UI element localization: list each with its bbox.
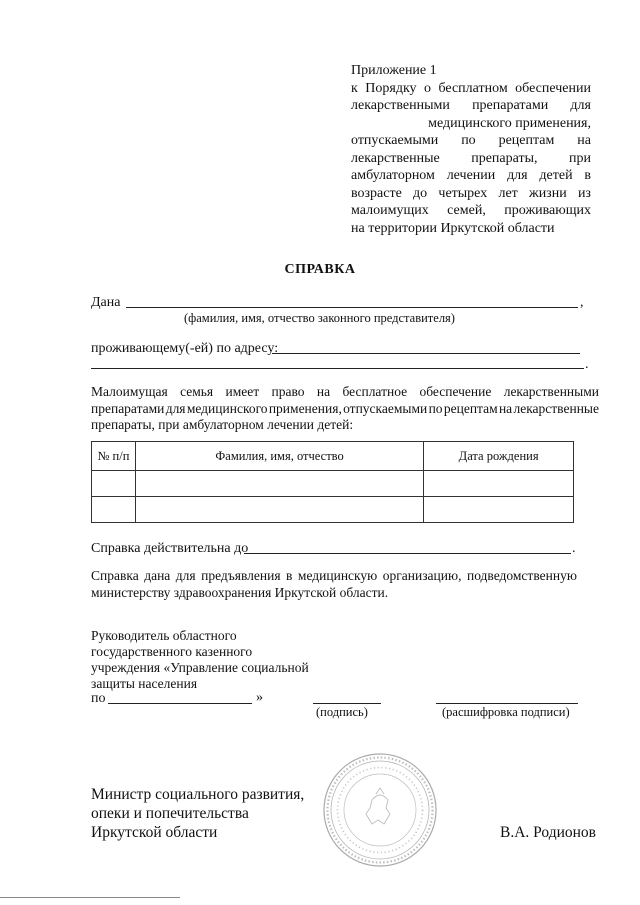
table-cell[interactable] [135,471,423,497]
closing-quote: » [256,690,263,705]
valid-until-fill-line [244,553,571,554]
word: препаратами [91,400,165,416]
word: рецептам [498,133,555,148]
header-number: № п/п [92,442,136,471]
word: лекарственными [351,98,450,113]
word: дана [144,568,171,583]
word: лечении [446,168,496,183]
table-cell[interactable] [135,497,423,523]
minister-name: В.А. Родионов [500,824,596,841]
paragraph-line: препараты, при амбулаторном лечении детей: [91,417,354,432]
entitlement-paragraph [91,384,599,434]
appendix-block [351,62,591,237]
appendix-line [351,220,591,238]
word: на [316,384,331,399]
table-header-row [92,442,574,471]
address-fill-line [272,353,580,354]
word: препараты, [471,150,538,166]
table-row [92,471,574,497]
paragraph-line [91,384,599,401]
children-table [91,441,574,523]
word: на [498,400,513,416]
address-period: . [585,357,589,372]
minister-title-line: Иркутской области [91,824,218,841]
decode-caption: (расшифровка подписи) [442,705,570,719]
word: бесплатном [438,80,508,96]
word: медицинского [186,400,268,416]
word: в [584,168,591,183]
appendix-text: медицинского применения, [428,115,591,131]
header-birth-date: Дата рождения [424,442,574,471]
word: подведомственную [466,568,577,583]
word: четырех [438,185,488,201]
word: медицинскую [297,568,378,583]
word: применения, [268,400,342,416]
word: для [165,400,186,416]
address-label: проживающему(-ей) по адресу: [91,341,279,356]
minister-title-line: опеки и попечительства [91,805,249,822]
district-fill-line [108,703,252,704]
word: Порядку [365,80,417,96]
head-line: Руководитель областного [91,628,237,643]
appendix-line [351,80,591,98]
word: из [577,185,591,201]
word: отпускаемыми [351,133,439,148]
word: семей, [447,203,486,218]
word: организацию, [382,568,462,583]
word: по [428,400,443,416]
head-block [91,628,309,692]
appendix-line [351,150,591,168]
word: о [424,80,431,96]
word: на [577,133,591,148]
word: отпускаемыми [343,400,428,416]
official-seal-icon [320,750,440,870]
appendix-text: на территории Иркутской области [351,220,555,236]
district-label: по [91,691,106,706]
word: при [569,150,591,166]
minister-title-line: Министр социального развития, [91,786,305,803]
word: лет [498,185,518,201]
head-line: учреждения «Управление социальной [91,660,309,675]
appendix-line [351,185,591,203]
word: детей [539,168,573,183]
word: предъявления [201,568,281,583]
table-cell[interactable] [424,497,574,523]
appendix-line [351,97,591,115]
word: лекарственными [503,384,599,399]
word: в [286,568,293,583]
header-full-name: Фамилия, имя, отчество [135,442,423,471]
word: право [271,384,305,399]
given-label: Дана [91,295,121,310]
word: обеспечении [515,80,591,96]
word: семья [180,384,214,399]
word: амбулаторном [351,168,435,183]
minister-block [91,785,304,842]
word: лекарственные [351,150,440,166]
document-title: СПРАВКА [284,262,356,277]
given-comma: , [580,295,584,310]
word: бесплатное [342,384,408,399]
address-fill-line-2 [91,368,584,369]
appendix-line [351,202,591,220]
word: к [351,80,358,96]
table-cell[interactable] [92,471,136,497]
head-line: государственного казенного [91,644,253,659]
appendix-line: Приложение 1 [351,63,437,78]
word: по [461,133,476,148]
word: Малоимущая [91,384,168,399]
valid-until-label: Справка действительна до [91,541,249,556]
word: для [507,168,528,183]
word: возрасте [351,185,402,201]
word: обеспечение [419,384,492,399]
given-fill-line [126,307,578,308]
word: имеет [225,384,260,399]
word: до [413,185,428,201]
signature-caption: (подпись) [316,705,368,719]
valid-until-period: . [572,541,576,556]
paragraph-line [91,401,599,418]
appendix-line [351,115,591,133]
paragraph-line: министерству здравоохранения Иркутской области. [91,584,389,600]
given-caption: (фамилия, имя, отчество законного представителя) [184,311,455,325]
head-line: защиты населения [91,676,198,691]
word: препаратами [472,98,549,113]
word: рецептам [443,400,498,416]
footer-rule [0,897,180,898]
decode-line [436,703,578,704]
word: Справка [91,568,139,583]
word: лекарственные [513,400,599,416]
table-row [92,497,574,523]
table-cell[interactable] [424,471,574,497]
word: жизни [529,185,567,201]
table-cell[interactable] [92,497,136,523]
paragraph-line [91,568,577,585]
word: для [570,98,591,113]
appendix-line [351,132,591,150]
word: для [175,568,196,583]
word: проживающих [504,203,591,218]
purpose-paragraph [91,568,577,601]
appendix-line [351,167,591,185]
signature-line [313,703,381,704]
word: малоимущих [351,203,429,218]
